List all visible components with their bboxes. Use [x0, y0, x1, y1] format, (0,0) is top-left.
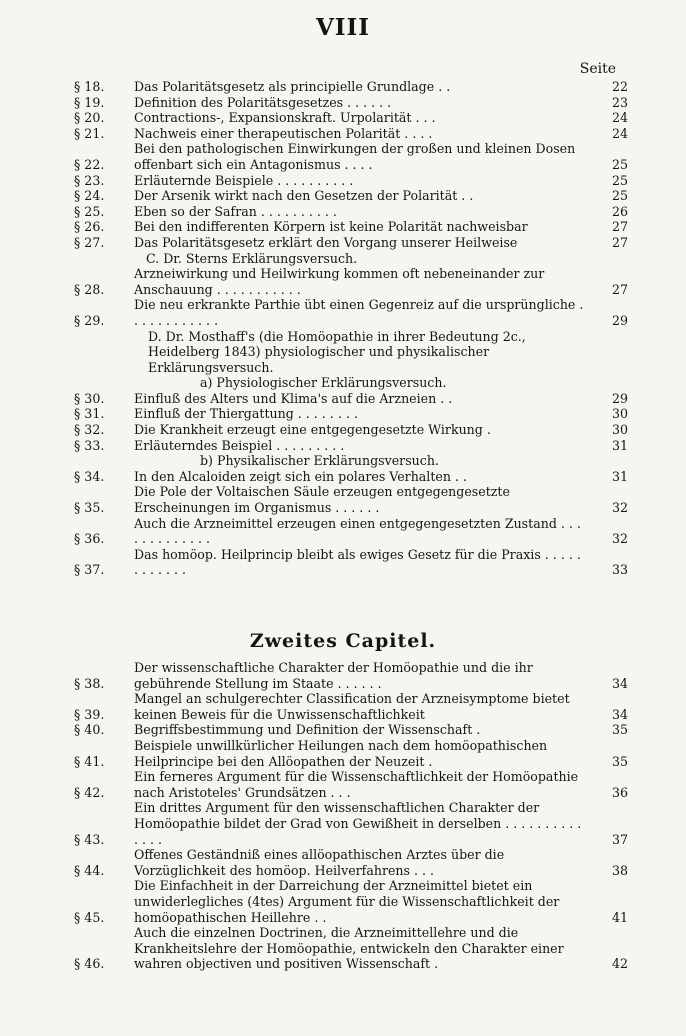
entry-title: Ein drittes Argument für den wissenschaftlichen Charakter der Homöopathie bildet der Grad von Gewißheit in derselben . . . . . . . . . . . . . . — [134, 800, 582, 847]
entry-title: Die Krankheit erzeugt eine entgegengesetzte Wirkung . — [134, 422, 491, 438]
subheading-a: a) Physiologischer Erklärungsversuch. — [200, 375, 447, 391]
page-ref: 33 — [611, 562, 628, 578]
section-number: § 24. — [74, 188, 105, 204]
entry-title: Das Polaritätsgesetz als principielle Grundlage . . — [134, 79, 451, 94]
entry-title: Einfluß der Thiergattung . . . . . . . . — [134, 406, 358, 422]
entry-title: Beispiele unwillkürlicher Heilungen nach dem homöopathischen Heilprincipe bei den Allöopathen der Neuzeit . — [134, 737, 548, 769]
toc-entry — [70, 422, 628, 438]
section-number: § 39. — [74, 706, 105, 722]
entry-title: Begriffsbestimmung und Definition der Wissenschaft . — [134, 722, 481, 738]
section-number: § 35. — [74, 500, 105, 516]
page-ref: 34 — [611, 675, 628, 691]
entry-title: Eben so der Safran . . . . . . . . . . — [134, 203, 337, 219]
entry-title: Das homöop. Heilprincip bleibt als ewiges Gesetz für die Praxis . . . . . . . . . . . . — [134, 546, 581, 578]
page-ref: 30 — [611, 406, 628, 422]
section-number: § 19. — [74, 94, 105, 110]
section-number: § 36. — [74, 531, 105, 547]
toc-group — [70, 391, 628, 453]
section-number: § 40. — [74, 722, 105, 738]
page-ref: 27 — [611, 219, 628, 235]
toc-entry — [70, 484, 628, 515]
section-number: § 26. — [74, 219, 105, 235]
chapter-heading: Zweites Capitel. — [249, 630, 437, 652]
page-ref: 30 — [611, 422, 628, 438]
entry-title: Bei den pathologischen Einwirkungen der großen und kleinen Dosen offenbart sich ein Antagonismus . . . . — [134, 141, 576, 172]
toc-entry — [70, 660, 628, 691]
toc-group — [70, 469, 628, 578]
entry-title: Der wissenschaftliche Charakter der Homöopathie und die ihr gebührende Stellung im Staate . . . . . . — [134, 660, 533, 691]
page-ref: 25 — [611, 188, 628, 204]
toc-entry — [70, 126, 628, 142]
entry-title: Erläuternde Beispiele . . . . . . . . . . — [134, 172, 354, 188]
page-ref: 23 — [611, 94, 628, 110]
section-number: § 38. — [74, 675, 105, 691]
seite-label: Seite — [579, 61, 616, 77]
entry-title: Definition des Polaritätsgesetzes . . . . . . — [134, 94, 392, 110]
page-ref: 25 — [611, 172, 628, 188]
page-ref: 37 — [611, 831, 628, 847]
section-number: § 30. — [74, 390, 105, 406]
toc-entry — [70, 79, 628, 95]
page-ref: 35 — [611, 753, 628, 769]
section-number: § 20. — [74, 110, 105, 126]
entry-title: Die neu erkrankte Parthie übt einen Gegenreiz auf die ursprüngliche . . . . . . . . . . . . — [134, 297, 584, 328]
toc-entry — [70, 691, 628, 722]
toc-entry — [70, 141, 628, 172]
toc-entry — [70, 406, 628, 422]
entry-title: Die Einfachheit in der Darreichung der Arzneimittel bietet ein unwiderlegliches (4tes) Argument für die Wissenschaftlichkeit der homöopathischen Heillehre . . — [134, 878, 560, 925]
toc-entry — [70, 235, 628, 251]
page-ref: 31 — [611, 437, 628, 453]
section-number: § 22. — [74, 156, 105, 172]
page-ref: 24 — [611, 125, 628, 141]
toc-entry — [70, 95, 628, 111]
toc-entry — [70, 188, 628, 204]
toc-entry — [70, 469, 628, 485]
page-ref: 22 — [611, 79, 628, 94]
page-ref: 26 — [611, 203, 628, 219]
page-number: VIII — [315, 14, 371, 41]
toc-entry — [70, 847, 628, 878]
entry-title: Contractions-, Expansionskraft. Urpolarität . . . — [134, 110, 436, 126]
entry-title: Das Polaritätsgesetz erklärt den Vorgang unserer Heilweise — [134, 234, 518, 250]
entry-title: Nachweis einer therapeutischen Polarität . . . . — [134, 125, 433, 141]
toc-entry — [70, 438, 628, 454]
toc-entry — [70, 800, 628, 847]
section-number: § 29. — [74, 312, 105, 328]
toc-entry — [70, 204, 628, 220]
section-number: § 23. — [74, 172, 105, 188]
toc-entry — [70, 738, 628, 769]
section-number: § 45. — [74, 909, 105, 925]
entry-title: Auch die Arzneimittel erzeugen einen entgegengesetzten Zustand . . . . . . . . . . . . . — [134, 515, 581, 547]
page-ref: 29 — [611, 312, 628, 328]
entry-title: Auch die einzelnen Doctrinen, die Arzneimittellehre und die Krankheitslehre der Homöopathie, entwickeln den Charakter einer wahren objectiven und positiven Wissenschaft . — [134, 925, 564, 972]
entry-title: In den Alcaloiden zeigt sich ein polares Verhalten . . — [134, 468, 467, 484]
toc-entry — [70, 391, 628, 407]
toc-section-two — [70, 660, 628, 972]
section-number: § 34. — [74, 468, 105, 484]
entry-title: Einfluß des Alters und Klima's auf die Arzneien . . — [134, 390, 453, 406]
page-ref: 25 — [611, 156, 628, 172]
section-number: § 43. — [74, 831, 105, 847]
page-ref: 38 — [611, 862, 628, 878]
toc-entry — [70, 110, 628, 126]
toc-group — [70, 660, 628, 972]
toc-entry — [70, 297, 628, 328]
subheading-d: D. Dr. Mosthaff's (die Homöopathie in ihrer Bedeutung 2c., Heidelberg 1843) physiologischer und physikalischer Erklärungsversuch. — [148, 328, 526, 375]
page-ref: 32 — [611, 531, 628, 547]
entry-title: Mangel an schulgerechter Classification der Arzneisymptome bietet keinen Beweis für die Unwissenschaftlichkeit — [134, 691, 570, 722]
entry-title: Der Arsenik wirkt nach den Gesetzen der Polarität . . — [134, 188, 474, 204]
page-ref: 27 — [611, 281, 628, 297]
section-number: § 42. — [74, 784, 105, 800]
entry-title: Bei den indifferenten Körpern ist keine Polarität nachweisbar — [134, 219, 528, 235]
toc-entry — [70, 516, 628, 547]
page-ref: 24 — [611, 110, 628, 126]
page-ref: 35 — [611, 722, 628, 738]
page-ref: 32 — [611, 500, 628, 516]
section-number: § 44. — [74, 862, 105, 878]
toc-entry — [70, 219, 628, 235]
entry-title: Ein ferneres Argument für die Wissenschaftlichkeit der Homöopathie nach Aristoteles' Grundsätzen . . . — [134, 769, 579, 800]
section-number: § 33. — [74, 437, 105, 453]
subheading-b: b) Physikalischer Erklärungsversuch. — [200, 453, 439, 469]
entry-title: Offenes Geständniß eines allöopathischen Arztes über die Vorzüglichkeit des homöop. Heilverfahrens . . . — [134, 847, 505, 878]
section-number: § 41. — [74, 753, 105, 769]
subheading-c: C. Dr. Sterns Erklärungsversuch. — [146, 250, 358, 266]
section-number: § 37. — [74, 562, 105, 578]
section-number: § 31. — [74, 406, 105, 422]
page-ref: 42 — [611, 956, 628, 972]
toc-group — [70, 266, 628, 328]
toc-group — [70, 79, 628, 251]
section-number: § 46. — [74, 956, 105, 972]
toc-entry — [70, 173, 628, 189]
section-number: § 27. — [74, 234, 105, 250]
section-number: § 32. — [74, 422, 105, 438]
toc-entry — [70, 266, 628, 297]
page-ref: 31 — [611, 468, 628, 484]
page-ref: 41 — [611, 909, 628, 925]
toc-entry — [70, 925, 628, 972]
section-number: § 18. — [74, 79, 105, 94]
toc-section-one — [70, 79, 628, 578]
entry-title: Die Pole der Voltaischen Säule erzeugen entgegengesetzte Erscheinungen im Organismus . . . . . . — [134, 484, 510, 516]
section-number: § 28. — [74, 281, 105, 297]
section-number: § 21. — [74, 125, 105, 141]
entry-title: Arzneiwirkung und Heilwirkung kommen oft nebeneinander zur Anschauung . . . . . . . . . . . — [134, 266, 545, 297]
toc-entry — [70, 547, 628, 578]
entry-title: Erläuterndes Beispiel . . . . . . . . . — [134, 437, 345, 453]
page-ref: 34 — [611, 706, 628, 722]
toc-entry — [70, 878, 628, 925]
section-number: § 25. — [74, 203, 105, 219]
toc-entry — [70, 769, 628, 800]
page-ref: 29 — [611, 390, 628, 406]
page-ref: 27 — [611, 234, 628, 250]
toc-entry — [70, 722, 628, 738]
page-ref: 36 — [611, 784, 628, 800]
